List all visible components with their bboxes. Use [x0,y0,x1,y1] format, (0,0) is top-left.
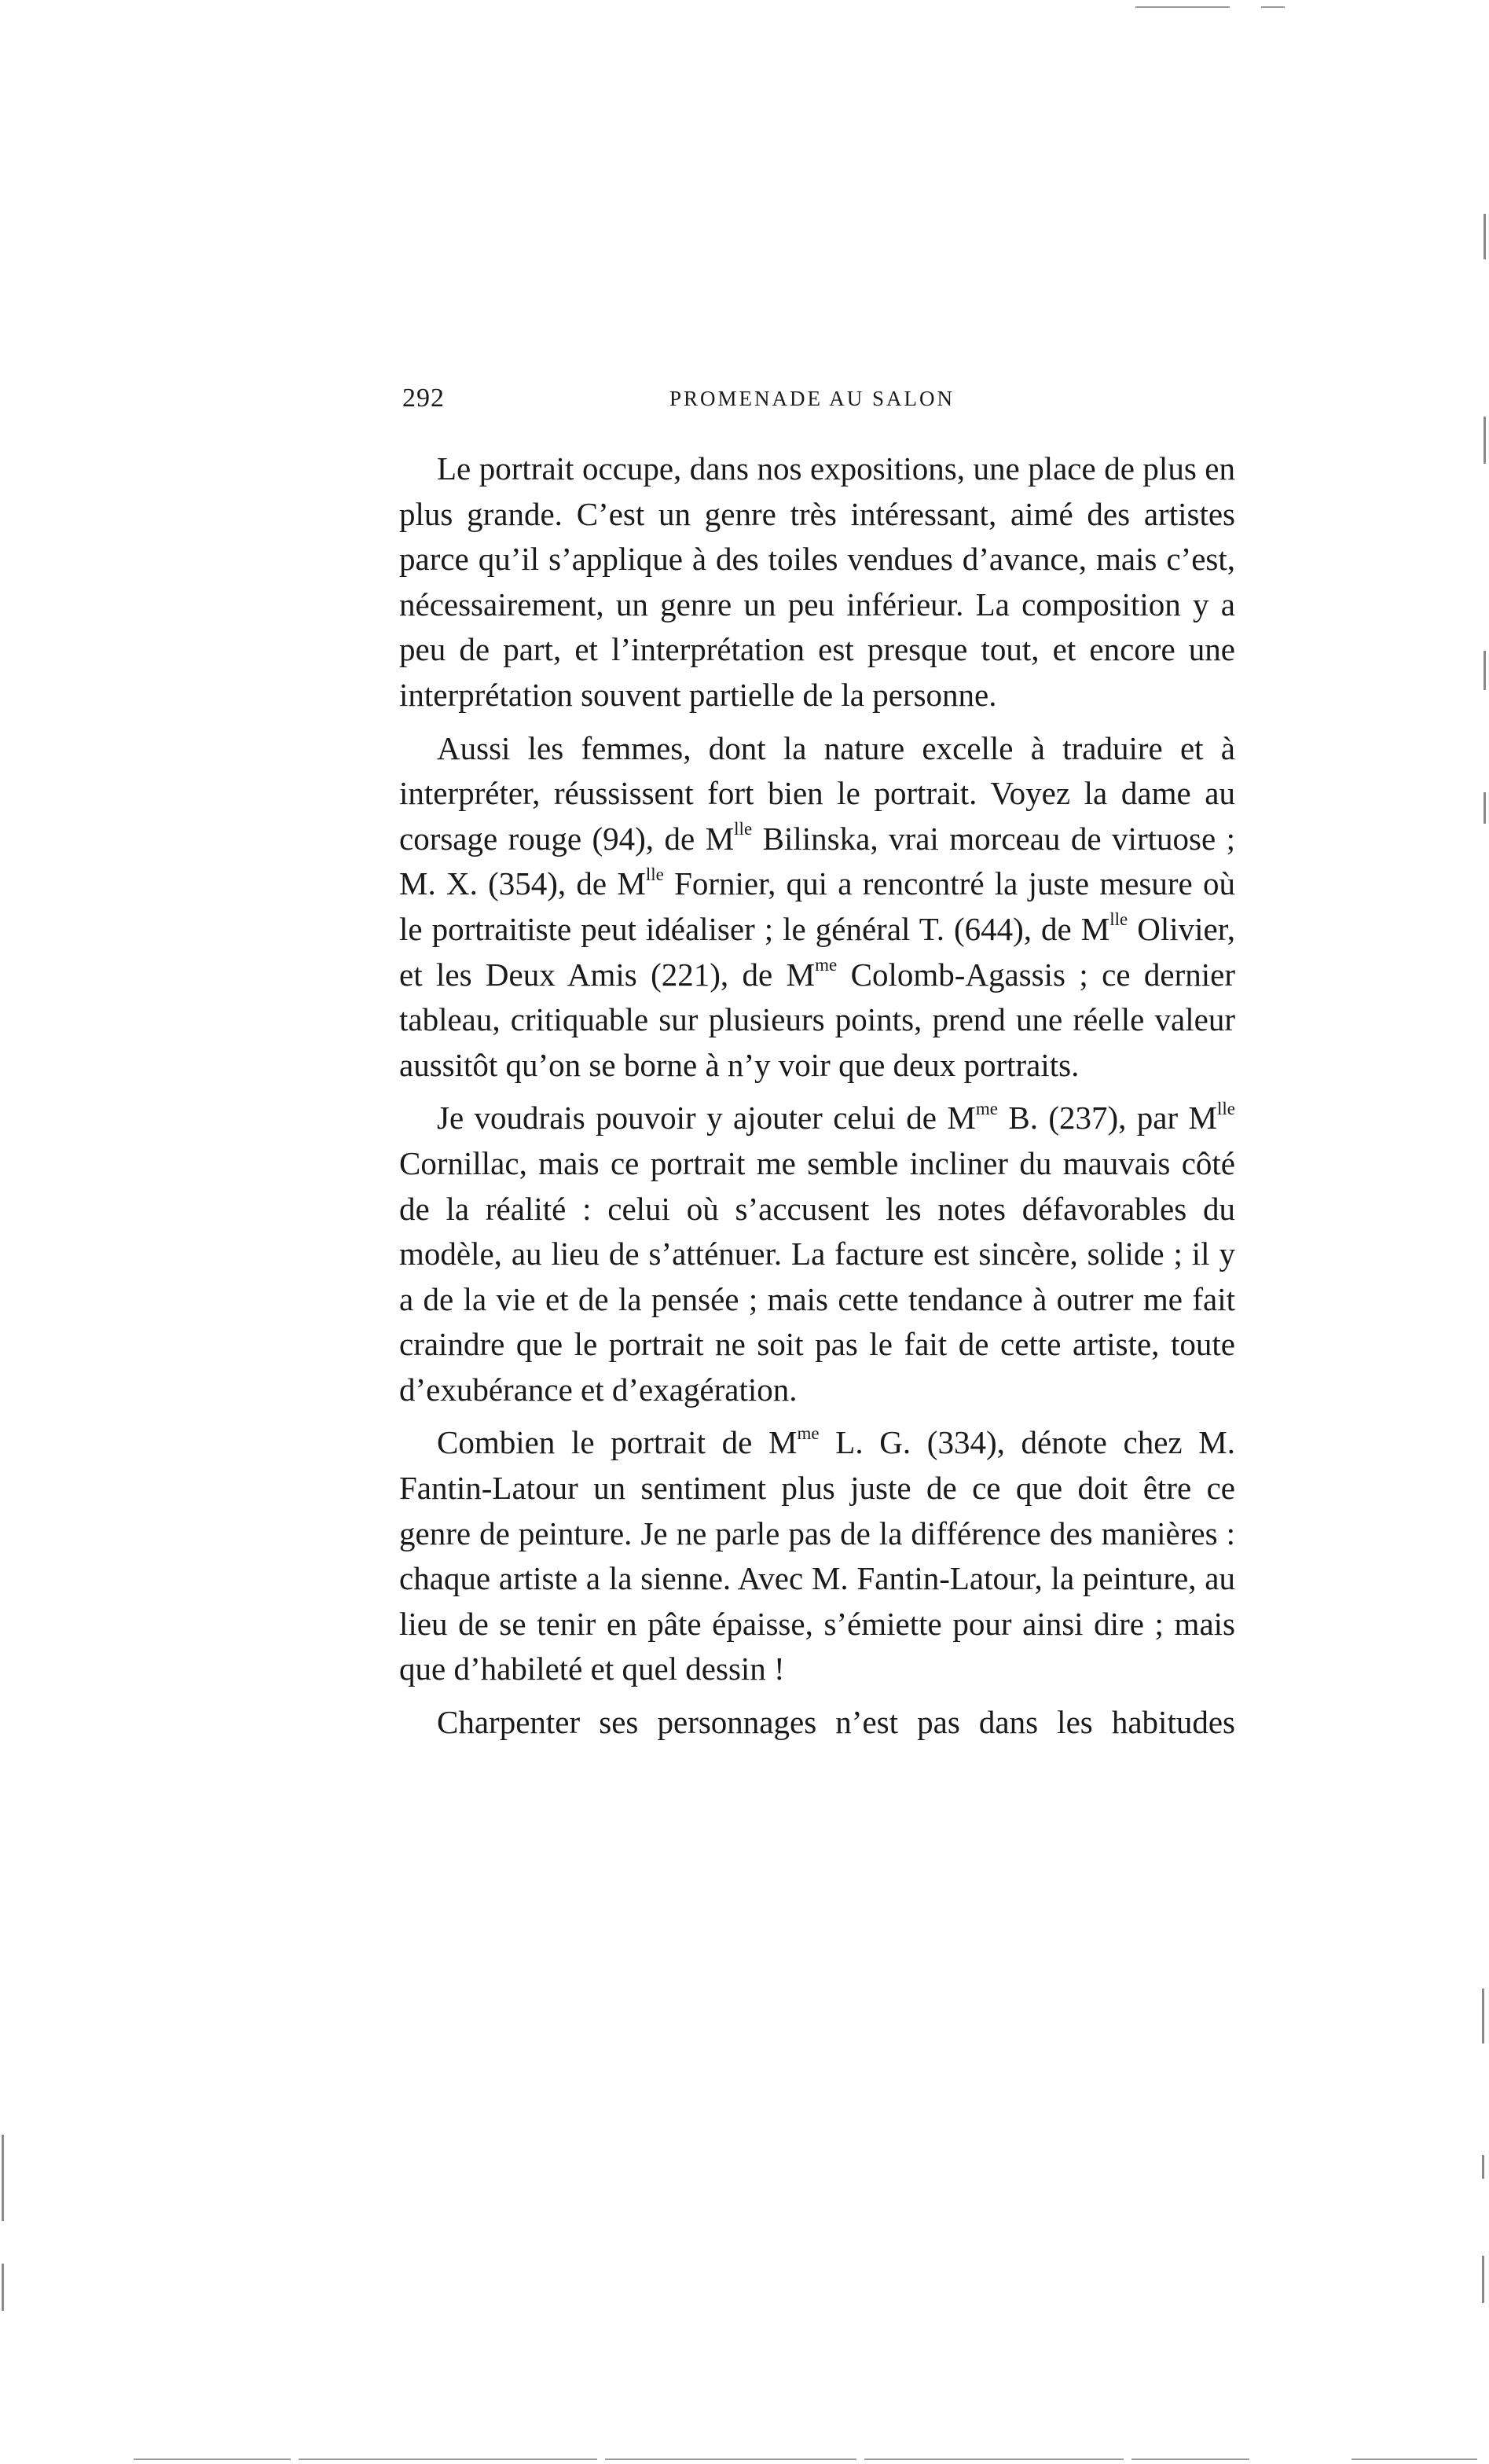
superscript-abbreviation: lle [734,819,753,839]
scan-margin-mark [1483,651,1486,690]
scan-margin-mark [1483,214,1486,259]
scan-edge-rule [605,2458,856,2460]
paragraph [399,726,1235,1089]
paragraph-text: Charpenter ses personnages n’est pas dans les habitudes [437,1704,1235,1741]
text-run: L. G. (334), dénote chez M. Fantin-Latour un sentiment plus juste de ce que doit être ce genre de peinture. Je ne parle pas de la différence des manières : chaque artiste a la sienne. Avec M. Fantin-Latour, la peinture, au lieu de se tenir en pâte épaisse, s’émiette pour ainsi dire ; mais que d’habileté et quel dessin ! [399,1424,1235,1687]
scan-edge-rule [134,2458,291,2460]
text-run: Combien le portrait de M [437,1424,798,1461]
scan-edge-rule [864,2458,1124,2460]
scan-edge-rule [1131,2458,1249,2460]
paragraph-text: Le portrait occupe, dans nos expositions, une place de plus en plus grande. C’est un genre très intéressant, aimé des artistes parce qu’il s’applique à des toiles vendues d’avance, mais c’est, nécessairement, un genre un peu inférieur. La composition y a peu de part, et l’interprétation est presque tout, et encore une interprétation souvent partielle de la personne. [399,450,1235,713]
scan-edge-rule [299,2458,597,2460]
paragraph [399,1700,1235,1746]
superscript-abbreviation: me [815,954,838,975]
text-run: Bilinska, vrai morceau de virtuose ; M. X. (354), de M [399,820,1236,902]
scan-margin-mark [2,2264,4,2311]
text-run: Je voudrais pouvoir y ajouter celui de M [437,1100,976,1137]
paragraph [399,1096,1235,1412]
scan-margin-mark [1482,2256,1484,2303]
text-run: B. (237), par M [997,1100,1217,1137]
text-run: Cornillac, mais ce portrait me semble incliner du mauvais côté de la réalité : celui où s’accusent les notes défavorables du modèle, au lieu de s’atténuer. La facture est sincère, solide ; il y a de la vie et de la pensée ; mais cette tendance à outrer me fait craindre que le portrait ne soit pas le fait de cette artiste, toute d’exubérance et d’exagération. [399,1144,1235,1408]
scan-margin-mark [2,2135,4,2221]
scan-edge-rule [1135,6,1230,8]
scan-edge-rule [1351,2458,1477,2460]
superscript-abbreviation: me [975,1098,998,1118]
superscript-abbreviation: lle [1217,1098,1235,1118]
superscript-abbreviation: lle [645,864,664,884]
superscript-abbreviation: lle [1109,909,1128,930]
text-run: Aussi les femmes, dont la nature excelle à traduire et à interpréter, réussissent fort bien le portrait. Voyez la dame au corsage rouge (94), de M [399,729,1235,857]
scan-margin-mark [1482,2155,1484,2179]
superscript-abbreviation: me [797,1423,820,1443]
paragraph [399,446,1235,718]
text-run: Olivier, et les Deux Amis (221), de M [399,910,1235,993]
scan-margin-mark [1483,792,1486,824]
paragraph [399,1420,1235,1692]
text-run: Colomb-Agassis ; ce dernier tableau, critiquable sur plusieurs points, prend une réelle valeur aussitôt qu’on se borne à n’y voir que deux portraits. [399,956,1235,1083]
body-text [399,446,1235,1746]
running-title: PROMENADE AU SALON [669,387,955,410]
scan-margin-mark [1482,1988,1484,2044]
text-run: Fornier, qui a rencontré la juste mesure où le portraitiste peut idéaliser ; le général T. (644), de M [399,865,1235,947]
scan-margin-mark [1483,417,1486,464]
page-header [402,384,1235,418]
page-number: 292 [402,384,445,413]
scan-edge-rule [1261,6,1285,8]
